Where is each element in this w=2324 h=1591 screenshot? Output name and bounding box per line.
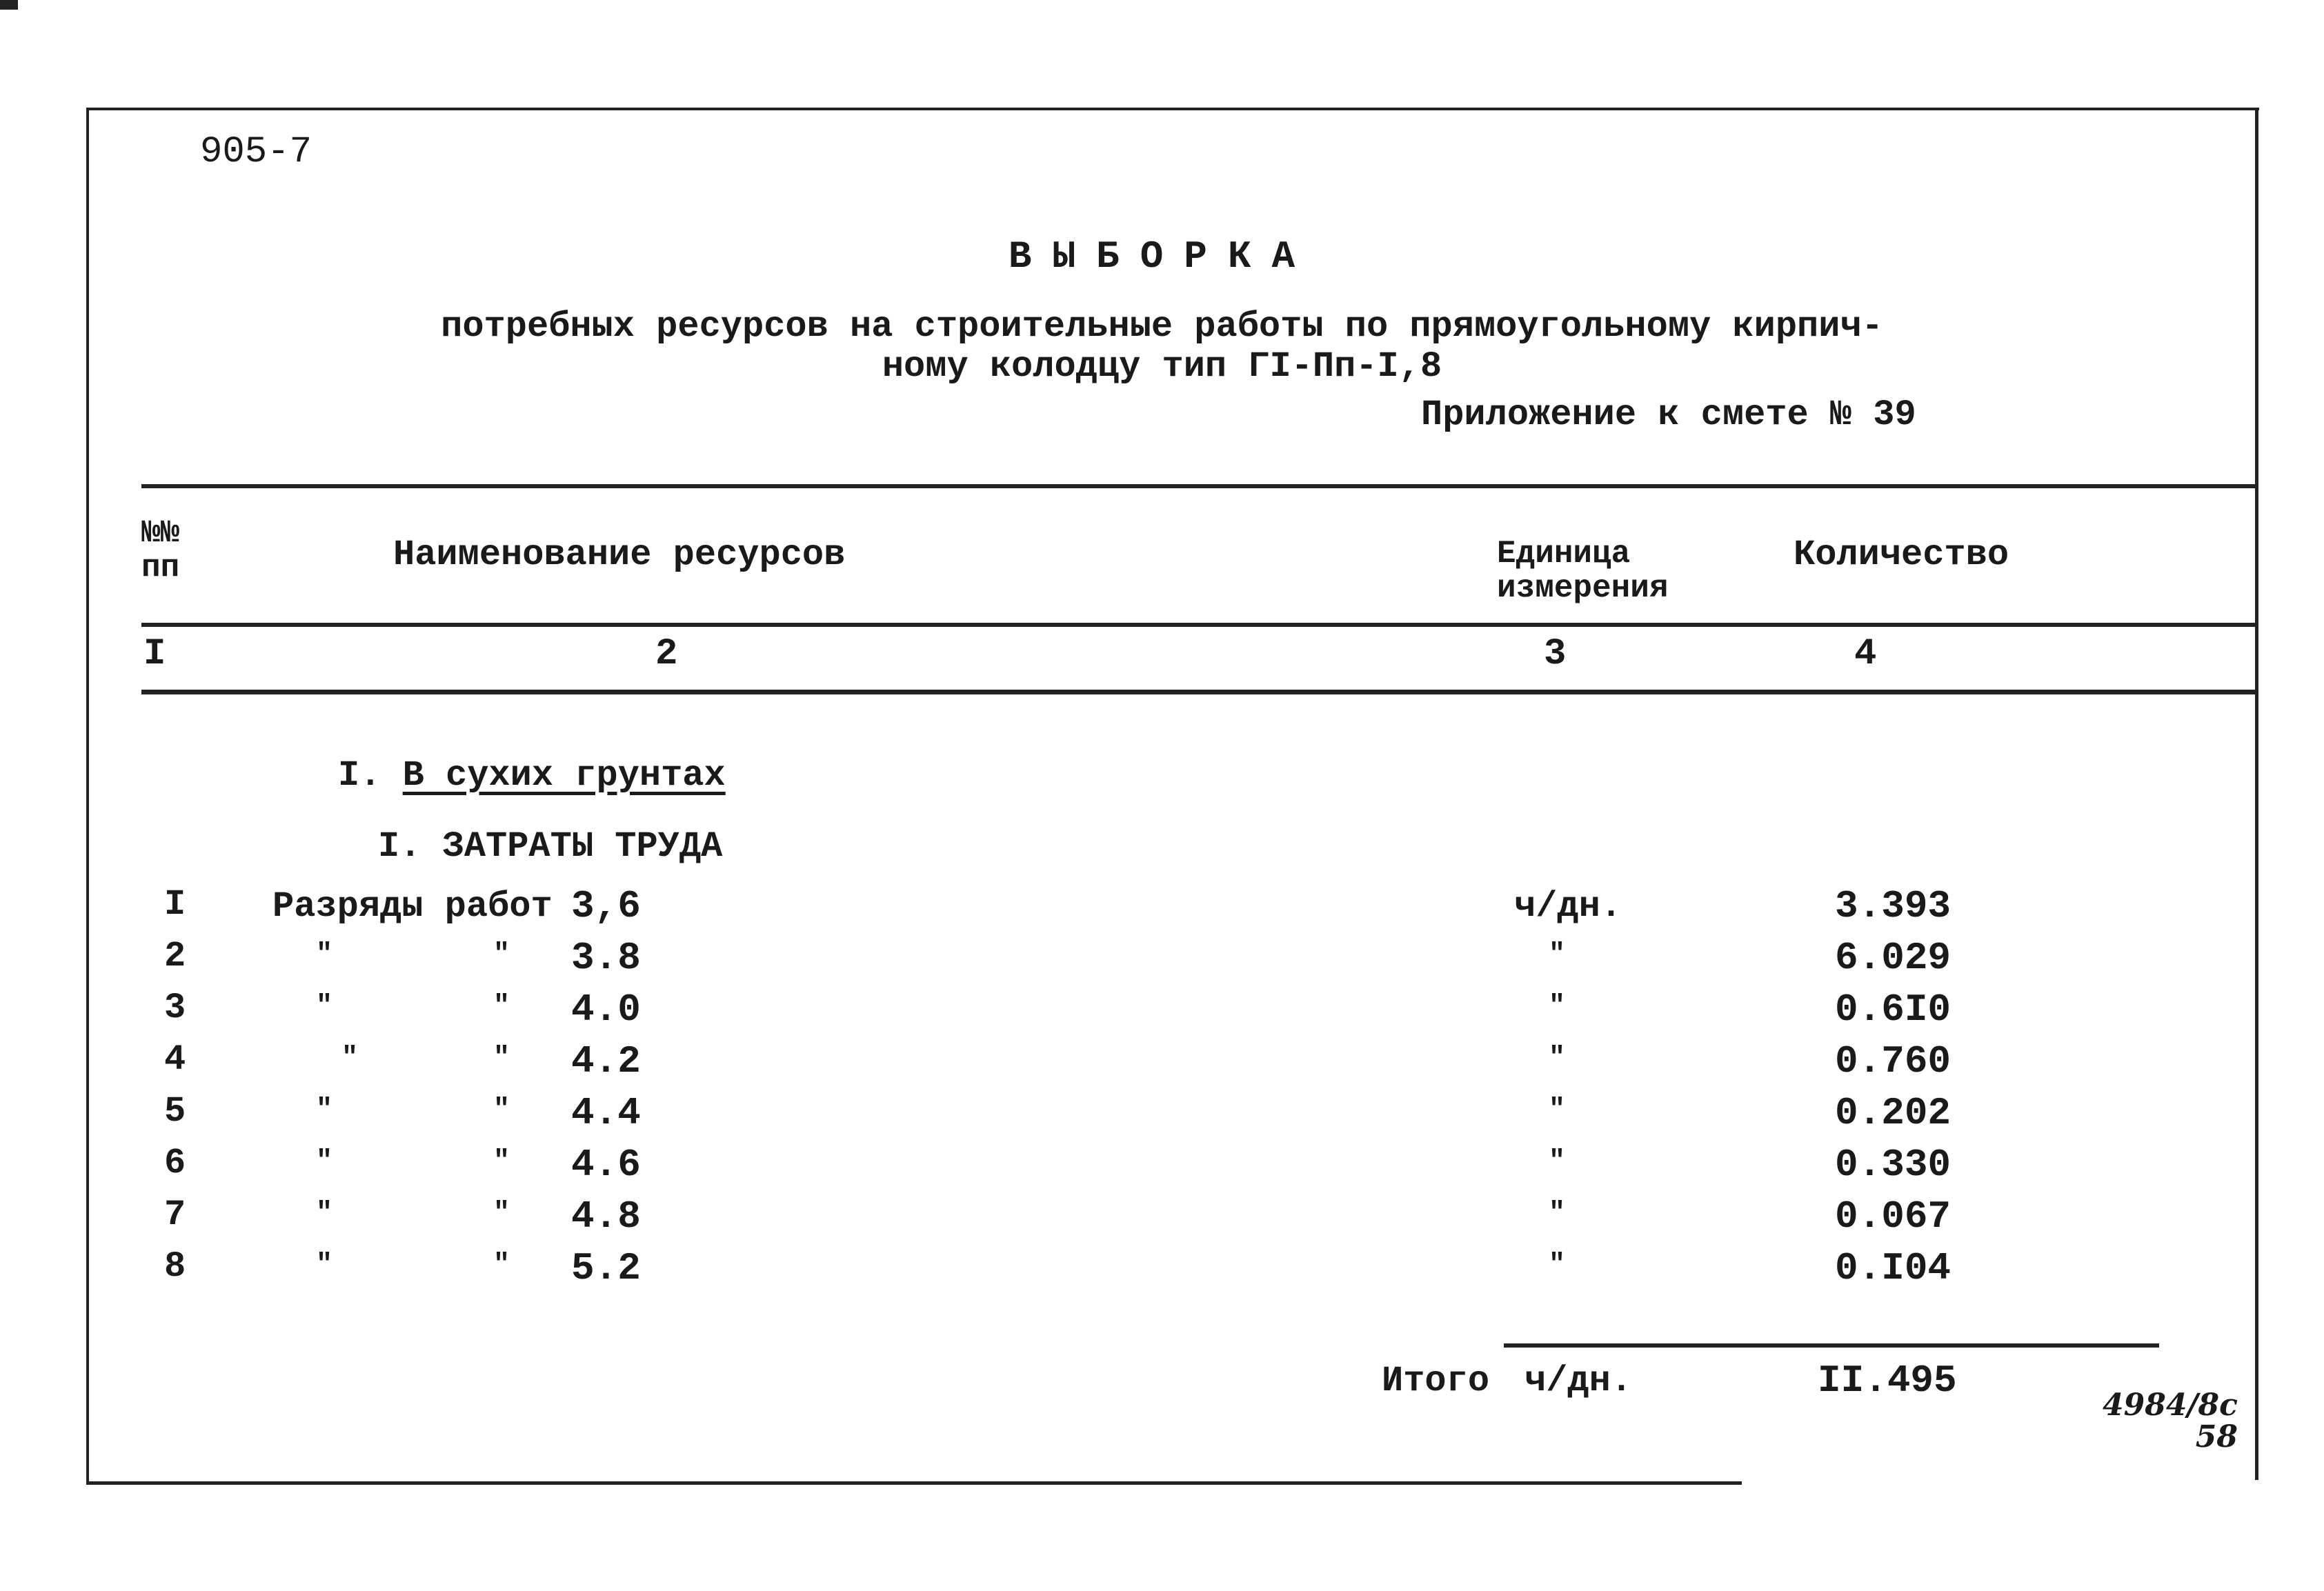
ditto-mark-works: " [493, 1146, 510, 1177]
archive-stamp [2103, 1390, 2238, 1453]
ditto-mark-name: " [341, 1043, 359, 1074]
quantity-value: 0.067 [1835, 1194, 1951, 1239]
ditto-mark-name: " [316, 1146, 333, 1177]
quantity-value: 0.I04 [1835, 1246, 1951, 1290]
frame-bottom-border [86, 1481, 1742, 1485]
ditto-mark-name: " [316, 1250, 333, 1281]
total-value: II.495 [1818, 1359, 1957, 1403]
work-grade: 4.4 [571, 1091, 641, 1135]
work-grade: 4.0 [571, 988, 641, 1032]
header-unit [1497, 537, 1668, 606]
unit-value: " [1549, 939, 1566, 970]
column-number-1: I [143, 633, 166, 675]
work-grade: 4.2 [571, 1039, 641, 1083]
frame-top-border [86, 108, 2259, 110]
stamp-line-2: 58 [2195, 1419, 2238, 1454]
ditto-mark-works: " [493, 1043, 510, 1074]
total-label: Итого [1382, 1361, 1490, 1401]
row-number: 4 [164, 1039, 186, 1080]
unit-value: ч/дн. [1514, 886, 1622, 927]
table-header-mid-rule [141, 623, 2256, 627]
subtitle-line-2: ному колодцу тип ГI-Пп-I,8 [882, 346, 1442, 387]
work-grade: 5.2 [571, 1246, 641, 1290]
quantity-value: 6.029 [1835, 936, 1951, 980]
work-grade: 3,6 [571, 884, 641, 928]
header-unit-line-2: измерения [1497, 570, 1669, 606]
section-title: В сухих грунтах [402, 755, 726, 796]
work-grade: 4.8 [571, 1194, 641, 1239]
quantity-value: 3.393 [1835, 884, 1951, 928]
ditto-mark-works: " [493, 1094, 510, 1125]
row-number: 5 [164, 1091, 186, 1132]
resource-name: Разряды работ [272, 886, 553, 927]
header-row-number: №№ пп [141, 515, 180, 586]
ditto-mark-name: " [316, 991, 333, 1022]
document-subtitle [0, 307, 2324, 387]
row-number: 8 [164, 1246, 186, 1287]
quantity-value: 0.202 [1835, 1091, 1951, 1135]
ditto-mark-works: " [493, 939, 510, 970]
header-unit-line-1: Единица [1497, 536, 1631, 572]
stamp-line-1: 4984/8с [2103, 1388, 2238, 1423]
column-number-3: 3 [1544, 633, 1567, 675]
document-code: 905-7 [200, 131, 312, 173]
unit-value: " [1549, 991, 1566, 1022]
unit-value: " [1549, 1198, 1566, 1229]
unit-value: " [1549, 1146, 1566, 1177]
row-number: 2 [164, 936, 186, 977]
page-mark-dash-right [0, 5, 18, 10]
column-number-4: 4 [1854, 633, 1877, 675]
quantity-value: 0.6I0 [1835, 988, 1951, 1032]
header-quantity: Количество [1794, 534, 2009, 575]
header-resource-name: Наименование ресурсов [393, 534, 846, 575]
ditto-mark-name: " [316, 1094, 333, 1125]
unit-value: " [1549, 1250, 1566, 1281]
page-mark-dash-left [0, 0, 18, 5]
table-header-top-rule [141, 484, 2256, 488]
total-unit: ч/дн. [1524, 1361, 1633, 1401]
row-number: 6 [164, 1143, 186, 1183]
total-rule [1504, 1343, 2159, 1348]
subtitle-line-1: потребных ресурсов на строительные работы по прямоугольному кирпич- [441, 306, 1883, 347]
ditto-mark-name: " [316, 939, 333, 970]
document-title: ВЫБОРКА [1008, 234, 1316, 279]
ditto-mark-name: " [316, 1198, 333, 1229]
row-number: I [164, 884, 186, 925]
subsection-heading: I. ЗАТРАТЫ ТРУДА [378, 826, 723, 867]
unit-value: " [1549, 1043, 1566, 1074]
ditto-mark-works: " [493, 991, 510, 1022]
section-heading [338, 755, 726, 796]
quantity-value: 0.760 [1835, 1039, 1951, 1083]
appendix-reference: Приложение к смете № 39 [1421, 394, 1916, 435]
table-header-bottom-rule [141, 690, 2256, 694]
ditto-mark-works: " [493, 1198, 510, 1229]
work-grade: 3.8 [571, 936, 641, 980]
ditto-mark-works: " [493, 1250, 510, 1281]
unit-value: " [1549, 1094, 1566, 1125]
section-number: I. [338, 755, 381, 796]
column-number-2: 2 [655, 633, 678, 675]
row-number: 3 [164, 988, 186, 1028]
quantity-value: 0.330 [1835, 1143, 1951, 1187]
work-grade: 4.6 [571, 1143, 641, 1187]
row-number: 7 [164, 1194, 186, 1235]
